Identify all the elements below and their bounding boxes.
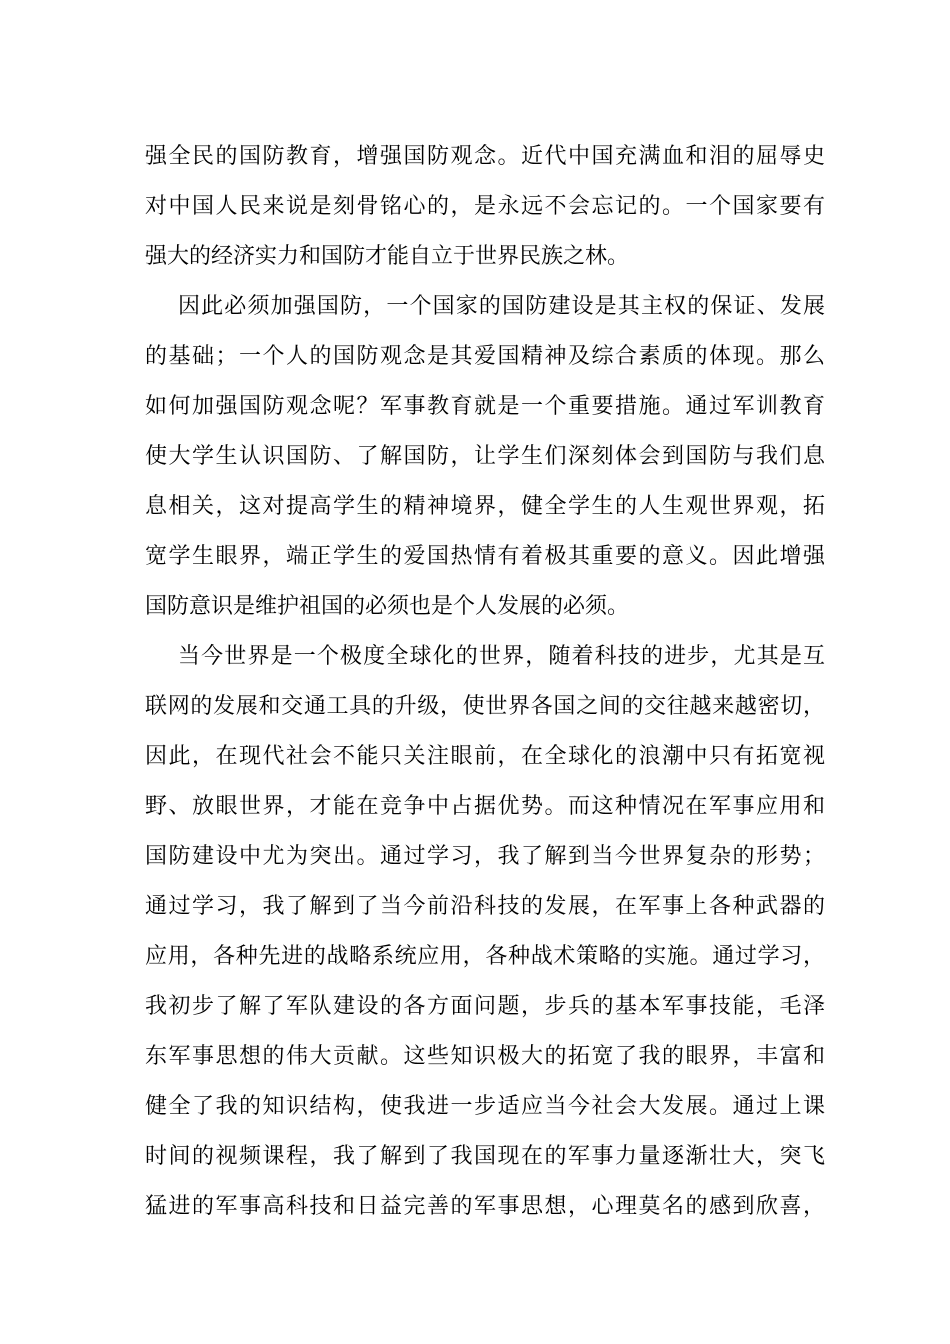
text-line: 通过学习，我了解到了当今前沿科技的发展，在军事上各种武器的 <box>145 894 825 919</box>
text-line: 宽学生眼界，端正学生的爱国热情有着极其重要的意义。因此增强 <box>145 544 825 569</box>
text-line: 野、放眼世界，才能在竞争中占据优势。而这种情况在军事应用和 <box>145 794 825 819</box>
text-line: 强大的经济实力和国防才能自立于世界民族之林。 <box>145 244 630 269</box>
text-line: 健全了我的知识结构，使我进一步适应当今社会大发展。通过上课 <box>145 1094 825 1119</box>
text-line: 如何加强国防观念呢？军事教育就是一个重要措施。通过军训教育 <box>145 394 825 419</box>
text-line: 的基础；一个人的国防观念是其爱国精神及综合素质的体现。那么 <box>145 344 825 369</box>
text-line: 息相关，这对提高学生的精神境界，健全学生的人生观世界观，拓 <box>145 494 825 519</box>
text-line: 猛进的军事高科技和日益完善的军事思想，心理莫名的感到欣喜， <box>145 1194 825 1219</box>
text-line: 强全民的国防教育，增强国防观念。近代中国充满血和泪的屈辱史 <box>145 144 825 169</box>
body-text <box>145 132 825 1232</box>
text-line: 使大学生认识国防、了解国防，让学生们深刻体会到国防与我们息 <box>145 444 825 469</box>
text-line: 应用，各种先进的战略系统应用，各种战术策略的实施。通过学习， <box>145 944 825 969</box>
text-line: 时间的视频课程，我了解到了我国现在的军事力量逐渐壮大，突飞 <box>145 1144 825 1169</box>
text-line: 对中国人民来说是刻骨铭心的，是永远不会忘记的。一个国家要有 <box>145 194 825 219</box>
text-line: 国防建设中尤为突出。通过学习，我了解到当今世界复杂的形势； <box>145 844 825 869</box>
paragraph-first-line: 因此必须加强国防，一个国家的国防建设是其主权的保证、发展 <box>178 294 825 319</box>
paragraph-first-line: 当今世界是一个极度全球化的世界，随着科技的进步，尤其是互 <box>178 644 825 669</box>
text-line: 东军事思想的伟大贡献。这些知识极大的拓宽了我的眼界，丰富和 <box>145 1044 825 1069</box>
text-line: 国防意识是维护祖国的必须也是个人发展的必须。 <box>145 594 630 619</box>
text-line: 因此，在现代社会不能只关注眼前，在全球化的浪潮中只有拓宽视 <box>145 744 825 769</box>
text-line: 我初步了解了军队建设的各方面问题，步兵的基本军事技能，毛泽 <box>145 994 825 1019</box>
text-line: 联网的发展和交通工具的升级，使世界各国之间的交往越来越密切， <box>145 694 825 719</box>
